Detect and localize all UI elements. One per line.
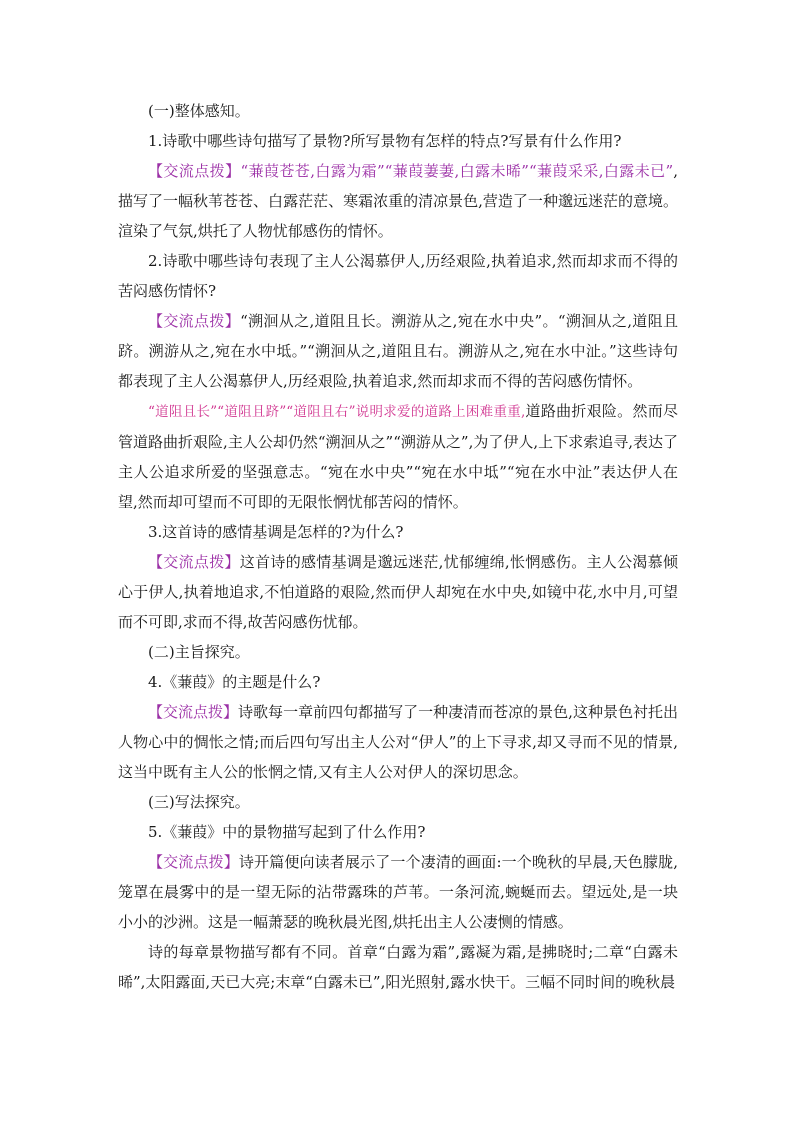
- answer-2: [118, 306, 678, 396]
- answer-1-highlight: “蒹葭苍苍,白露为霜”“蒹葭萋萋,白露未晞”“蒹葭采采,白露未已”: [240, 162, 674, 180]
- answer-2-continued: [118, 396, 678, 517]
- answer-label: 【交流点拨】: [148, 162, 241, 180]
- question-3: 3.这首诗的感情基调是怎样的?为什么?: [148, 523, 404, 541]
- answer-4-text: 诗歌每一章前四句都描写了一种凄清而苍凉的景色,这种景色衬托出人物心中的惆怅之情;而后四句写出主人公对“伊人”的上下寻求,却又寻而不见的情景,这当中既有主人公的怅惘之情,又有主人公对伊人的深切思念。: [118, 703, 678, 781]
- answer-3: [118, 547, 678, 637]
- answer-1: [118, 156, 678, 246]
- answer-5-extra: 诗的每章景物描写都有不同。首章“白露为霜”,露凝为霜,是拂晓时;二章“白露未晞”,太阳露面,天已大亮;末章“白露未已”,阳光照射,露水快干。三幅不同时间的晚秋晨: [118, 943, 678, 991]
- answer-2-text: “溯洄从之,道阻且长。溯游从之,宛在水中央”。“溯洄从之,道阻且跻。溯游从之,宛在水中坻。”“溯洄从之,道阻且右。溯游从之,宛在水中沚。”这些诗句都表现了主人公渴慕伊人,历经艰险,执着追求,然而却求而不得的苦闷感伤情怀。: [118, 312, 678, 390]
- answer-3-text: 这首诗的感情基调是邈远迷茫,忧郁缠绵,怅惘感伤。主人公渴慕倾心于伊人,执着地追求,不怕道路的艰险,然而伊人却宛在水中央,如镜中花,水中月,可望而不可即,求而不得,故苦闷感伤忧郁。: [118, 553, 678, 631]
- section-heading-1: (一)整体感知。: [148, 102, 250, 120]
- section-heading-2: (二)主旨探究。: [148, 643, 250, 661]
- answer-5-text: 诗开篇便向读者展示了一个凄清的画面:一个晚秋的早晨,天色朦胧,笼罩在晨雾中的是一望无际的沾带露珠的芦苇。一条河流,蜿蜒而去。望远处,是一块小小的沙洲。这是一幅萧瑟的晚秋晨光图,烘托出主人公凄恻的情感。: [118, 853, 678, 931]
- answer-label: 【交流点拨】: [148, 312, 241, 330]
- question-2: 2.诗歌中哪些诗句表现了主人公渴慕伊人,历经艰险,执着追求,然而却求而不得的苦闷感伤情怀?: [118, 252, 678, 300]
- document-body: [118, 96, 678, 997]
- section-heading-3: (三)写法探究。: [148, 793, 250, 811]
- answer-2-continuation: 道路曲折艰险。然而尽管道路曲折艰险,主人公却仍然“溯洄从之”“溯游从之”,为了伊人,上下求索追寻,表达了主人公追求所爱的坚强意志。“宛在水中央”“宛在水中坻”“宛在水中沚”表达伊人在望,然而却可望而不可即的无限怅惘忧郁苦闷的情怀。: [118, 402, 678, 511]
- answer-2-pink-text: “道阻且长”“道阻且跻”“道阻且右”说明求爱的道路上困难重重,: [148, 404, 526, 420]
- answer-5: [118, 847, 678, 937]
- answer-label: 【交流点拨】: [148, 553, 240, 571]
- answer-label: 【交流点拨】: [148, 703, 239, 721]
- answer-label: 【交流点拨】: [148, 853, 239, 871]
- question-1: 1.诗歌中哪些诗句描写了景物?所写景物有怎样的特点?写景有什么作用?: [148, 132, 622, 150]
- answer-4: [118, 697, 678, 787]
- question-5: 5.《蒹葭》中的景物描写起到了什么作用?: [148, 823, 426, 841]
- question-4: 4.《蒹葭》的主题是什么?: [148, 673, 321, 691]
- answer-1-text: ,描写了一幅秋苇苍苍、白露茫茫、寒霜浓重的清凉景色,营造了一种邈远迷茫的意境。渲染了气氛,烘托了人物忧郁感伤的情怀。: [118, 162, 678, 240]
